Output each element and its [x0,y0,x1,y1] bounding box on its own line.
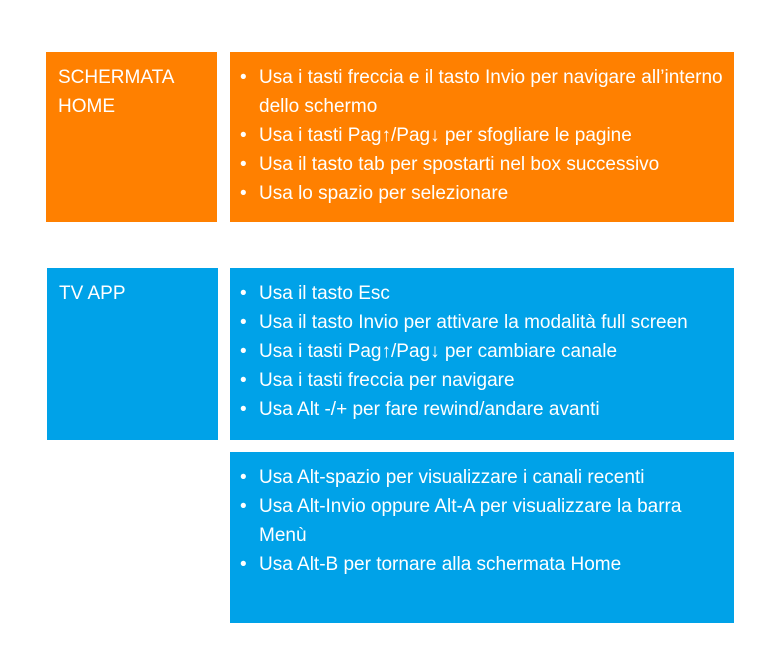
list-item: • Usa il tasto Esc [238,279,726,308]
tv-app-section-label-box [47,268,218,440]
home-instructions-box [230,52,734,222]
tv-app-instructions-list [230,268,734,424]
tv-app-extra-instructions-list [230,452,734,579]
tv-app-section-label: TV APP [59,283,126,304]
list-item: • Usa i tasti freccia e il tasto Invio per navigare all’interno dello schermo [238,63,726,121]
home-instructions-list [230,52,734,208]
list-item: • Usa Alt-B per tornare alla schermata Home [238,550,726,579]
list-item: • Usa i tasti freccia per navigare [238,366,726,395]
list-item: • Usa Alt -/+ per fare rewind/andare avanti [238,395,726,424]
tv-app-instructions-box [230,268,734,440]
list-item: • Usa il tasto Invio per attivare la modalità full screen [238,308,726,337]
home-section-label-box [46,52,217,222]
list-item: • Usa Alt-Invio oppure Alt-A per visualizzare la barra Menù [238,492,726,550]
list-item: • Usa i tasti Pag↑/Pag↓ per cambiare canale [238,337,726,366]
list-item: • Usa Alt-spazio per visualizzare i canali recenti [238,463,726,492]
tv-app-extra-instructions-box [230,452,734,623]
home-section-label: SCHERMATA HOME [58,67,175,117]
list-item: • Usa il tasto tab per spostarti nel box successivo [238,150,726,179]
list-item: • Usa i tasti Pag↑/Pag↓ per sfogliare le pagine [238,121,726,150]
list-item: • Usa lo spazio per selezionare [238,179,726,208]
